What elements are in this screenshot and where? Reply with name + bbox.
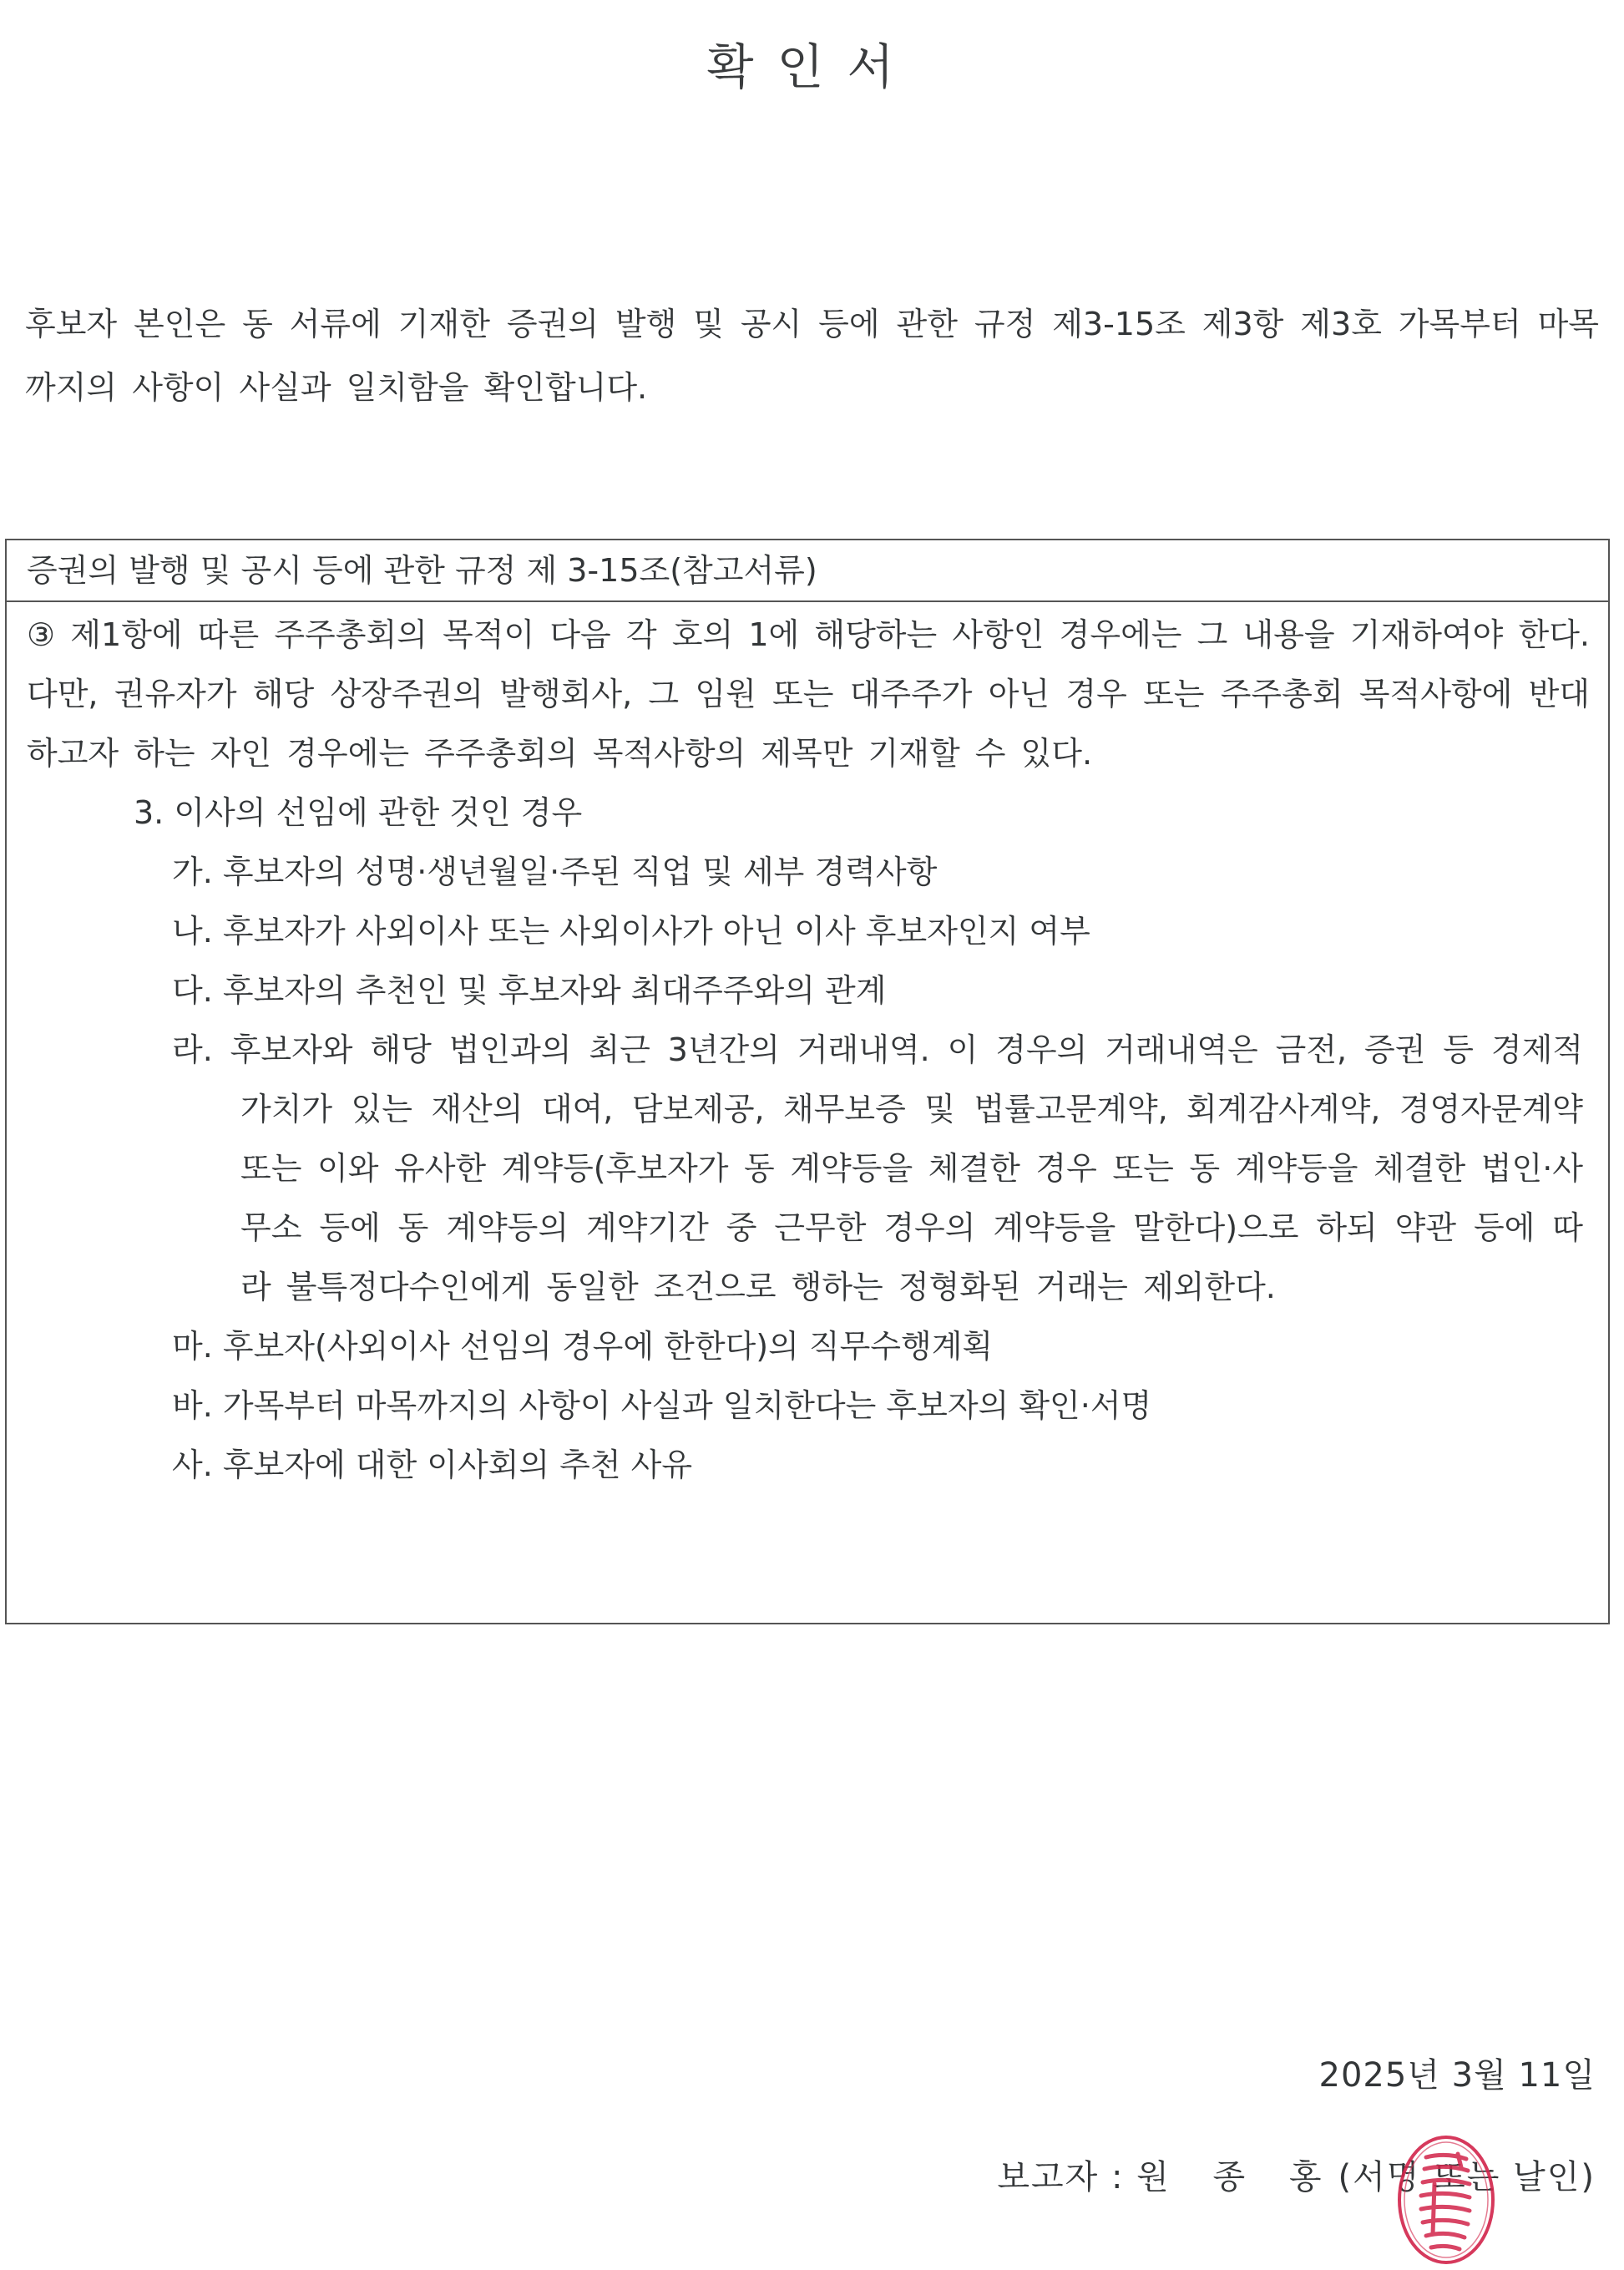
sub-item-ba: 바. 가목부터 마목까지의 사항이 사실과 일치한다는 후보자의 확인·서명 — [172, 1387, 1152, 1424]
intro-statement: 후보자 본인은 동 서류에 기재한 증권의 발행 및 공시 등에 관한 규정 제3-15조 제3항 제3호 가목부터 마목까지의 사항이 사실과 일치함을 확인합니다. — [25, 306, 1599, 406]
item-3-heading: 3. 이사의 선임에 관한 것인 경우 — [134, 794, 583, 831]
reference-box — [5, 539, 1610, 1624]
clause-paragraph: ③ 제1항에 따른 주주총회의 목적이 다음 각 호의 1에 해당하는 사항인 경우에는 그 내용을 기재하여야 한다. 다만, 권유자가 해당 상장주권의 발행회사, 그 임원 또는 대주주가 아닌 경우 또는 주주총회 목적사항에 반대하고자 하는 자인 경우에는 주주총회의 목적사항의 제목만 기재할 수 있다. — [27, 616, 1590, 772]
signature-note: (서명 또는 날인) — [1338, 2158, 1596, 2197]
sub-item-ga: 가. 후보자의 성명·생년월일·주된 직업 및 세부 경력사항 — [172, 854, 938, 890]
document-title: 확인서 — [706, 38, 918, 95]
sub-item-ra: 라. 후보자와 해당 법인과의 최근 3년간의 거래내역. 이 경우의 거래내역은 금전, 증권 등 경제적 가치가 있는 재산의 대여, 담보제공, 채무보증 및 법률고문계약, 회계감사계약, 경영자문계약 또는 이와 유사한 계약등(후보자가 동 계약등을 체결한 경우 또는 동 계약등을 체결한 법인·사무소 등에 동 계약등의 계약기간 중 근무한 경우의 계약등을 말한다)으로 하되 약관 등에 따라 불특정다수인에게 동일한 조건으로 행하는 정형화된 거래는 제외한다. — [172, 1031, 1583, 1305]
sub-item-ma: 마. 후보자(사외이사 선임의 경우에 한한다)의 직무수행계획 — [172, 1328, 994, 1365]
sub-item-na: 나. 후보자가 사외이사 또는 사외이사가 아닌 이사 후보자인지 여부 — [172, 913, 1090, 950]
document-date: 2025년 3월 11일 — [1318, 2056, 1596, 2095]
reference-box-header: 증권의 발행 및 공시 등에 관한 규정 제 3-15조(참고서류) — [7, 540, 1608, 602]
signer-name: 원 종 홍 — [1136, 2158, 1338, 2197]
sub-item-sa: 사. 후보자에 대한 이사회의 추천 사유 — [172, 1447, 693, 1483]
signer-line — [997, 2152, 1596, 2202]
signer-label: 보고자 : — [997, 2158, 1125, 2197]
sub-item-da: 다. 후보자의 추천인 및 후보자와 최대주주와의 관계 — [172, 972, 887, 1009]
reference-box-body — [7, 602, 1608, 1495]
